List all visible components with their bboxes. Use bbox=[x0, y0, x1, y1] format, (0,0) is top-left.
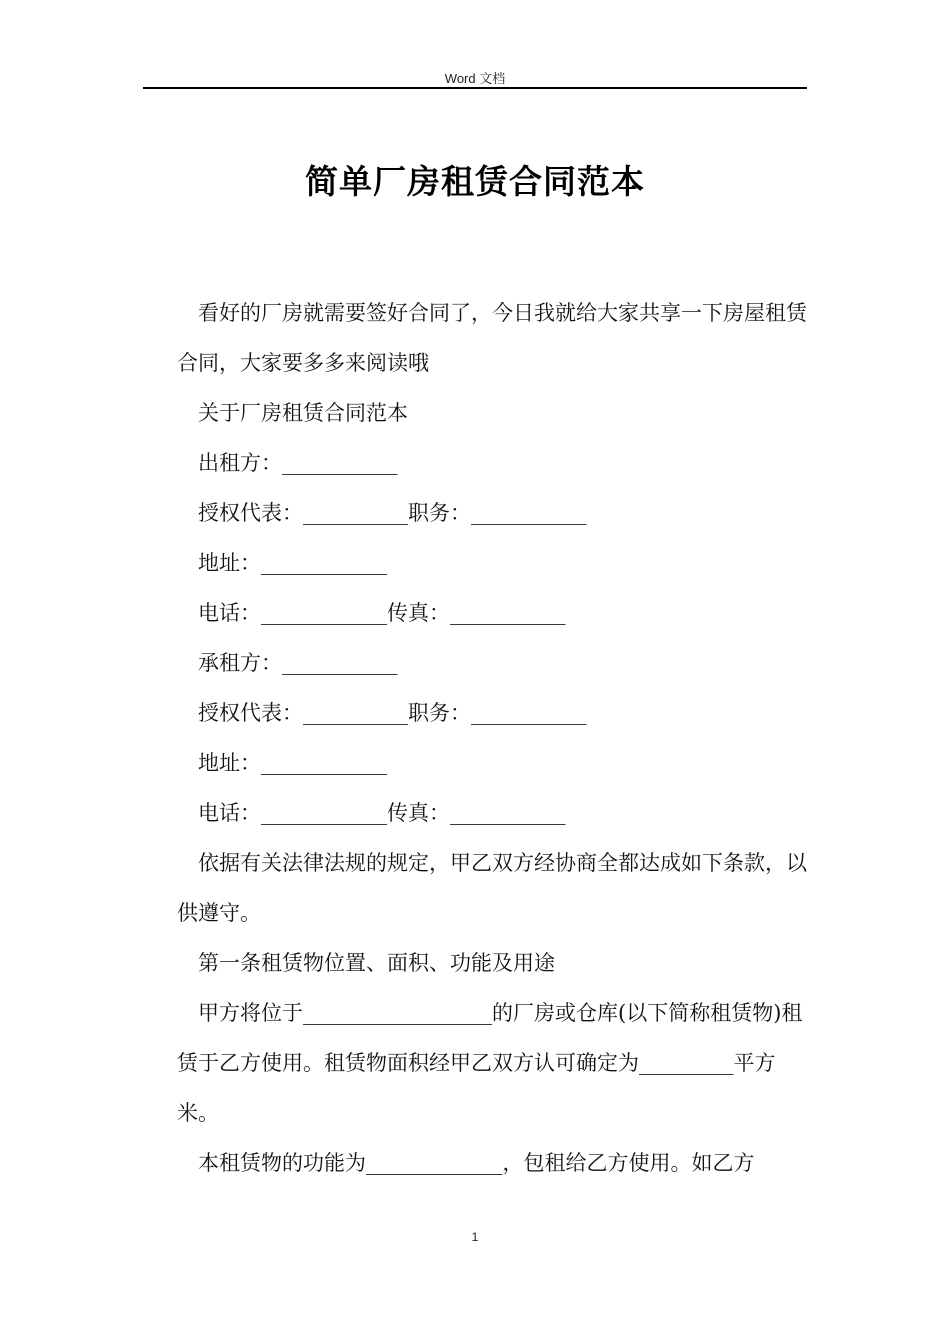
page-header: Word 文档 bbox=[444, 71, 506, 86]
article-one-location: 甲方将位于__________________的厂房或仓库(以下简称租赁物)租赁于乙方使用。租赁物面积经甲乙双方认可确定为_________平方米。 bbox=[177, 1001, 803, 1125]
document-title: 简单厂房租赁合同范本 bbox=[305, 162, 645, 201]
paragraph-intro: 看好的厂房就需要签好合同了，今日我就给大家共享一下房屋租赁合同，大家要多多来阅读哦 bbox=[177, 301, 807, 375]
field-lessee: 承租方：___________ bbox=[198, 651, 398, 675]
article-one-function: 本租赁物的功能为_____________，包租给乙方使用。如乙方 bbox=[198, 1151, 755, 1175]
field-lessee-representative: 授权代表：__________职务：___________ bbox=[198, 701, 587, 725]
document-body bbox=[177, 288, 807, 1188]
field-lessor-phone: 电话：____________传真：___________ bbox=[198, 601, 566, 625]
paragraph-heading: 关于厂房租赁合同范本 bbox=[198, 401, 408, 425]
header-divider bbox=[143, 87, 807, 89]
page-number: 1 bbox=[471, 1230, 479, 1244]
paragraph-agreement: 依据有关法律法规的规定，甲乙双方经协商全都达成如下条款，以供遵守。 bbox=[177, 851, 807, 925]
field-lessee-address: 地址：____________ bbox=[198, 751, 387, 775]
field-lessor-representative: 授权代表：__________职务：___________ bbox=[198, 501, 587, 525]
field-lessor: 出租方：___________ bbox=[198, 451, 398, 475]
field-lessor-address: 地址：____________ bbox=[198, 551, 387, 575]
field-lessee-phone: 电话：____________传真：___________ bbox=[198, 801, 566, 825]
article-one-heading: 第一条租赁物位置、面积、功能及用途 bbox=[198, 951, 555, 975]
